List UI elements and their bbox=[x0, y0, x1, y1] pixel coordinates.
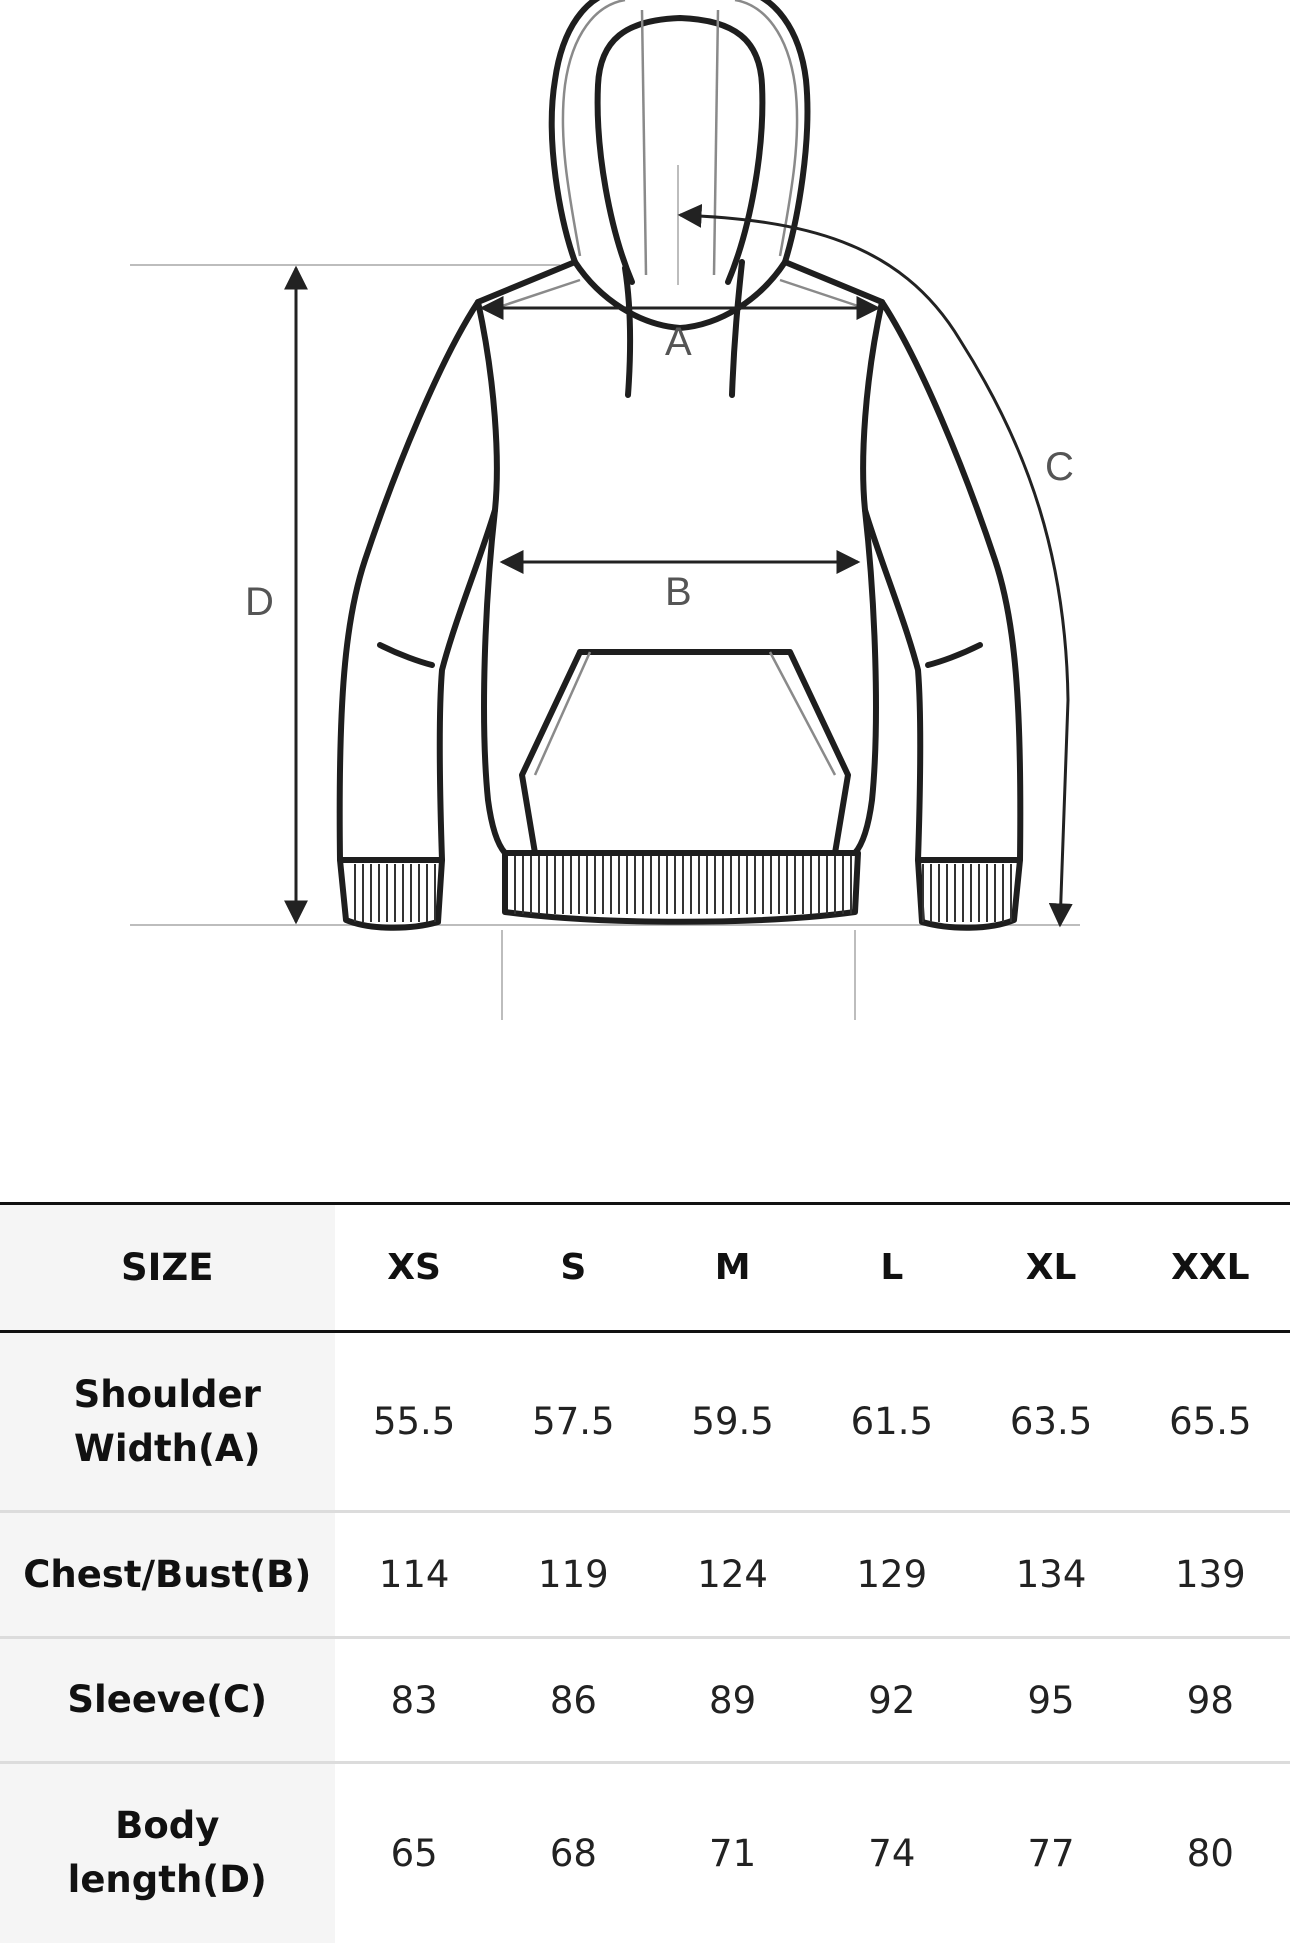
row-label-sleeve: Sleeve(C) bbox=[0, 1638, 335, 1763]
size-header-l: L bbox=[880, 1247, 904, 1288]
table-cell: 92 bbox=[868, 1678, 916, 1722]
table-cell: 63.5 bbox=[1009, 1400, 1093, 1443]
table-cell: 95 bbox=[1027, 1678, 1075, 1722]
hoodie-outline bbox=[340, 0, 1021, 928]
cuff-ribbing-right bbox=[922, 864, 1012, 922]
dimension-label-b: B bbox=[665, 570, 692, 614]
size-chart-table bbox=[0, 1202, 1290, 1943]
size-header-xxl: XXL bbox=[1171, 1247, 1250, 1288]
dimension-label-d: D bbox=[245, 580, 274, 624]
table-row-sleeve bbox=[0, 1638, 1290, 1763]
table-cell: 57.5 bbox=[532, 1400, 615, 1443]
cuff-ribbing-left bbox=[348, 864, 438, 922]
table-cell: 86 bbox=[549, 1678, 597, 1722]
table-cell: 139 bbox=[1175, 1553, 1246, 1596]
row-label-chest-bust: Chest/Bust(B) bbox=[0, 1512, 335, 1638]
size-header-xs: XS bbox=[387, 1247, 441, 1288]
dimension-label-c: C bbox=[1045, 445, 1074, 489]
table-row-shoulder-width bbox=[0, 1332, 1290, 1512]
table-cell: 129 bbox=[856, 1553, 928, 1596]
table-cell: 98 bbox=[1186, 1678, 1234, 1722]
table-cell: 89 bbox=[709, 1678, 757, 1722]
dimension-label-a: A bbox=[665, 320, 692, 364]
table-cell: 74 bbox=[868, 1831, 916, 1875]
table-cell: 61.5 bbox=[850, 1400, 934, 1443]
table-cell: 124 bbox=[697, 1553, 768, 1596]
size-column-header: SIZE bbox=[0, 1204, 335, 1332]
row-label-shoulder-width: Shoulder Width(A) bbox=[0, 1332, 335, 1512]
table-cell: 59.5 bbox=[691, 1400, 774, 1443]
size-header-s: S bbox=[560, 1247, 587, 1288]
table-header-row bbox=[0, 1204, 1290, 1332]
table-cell: 65 bbox=[390, 1831, 438, 1875]
table-cell: 55.5 bbox=[372, 1400, 456, 1443]
table-cell: 68 bbox=[549, 1831, 597, 1875]
table-row-body-length bbox=[0, 1763, 1290, 1943]
table-cell: 119 bbox=[538, 1553, 609, 1596]
table-cell: 71 bbox=[709, 1831, 757, 1875]
row-label-body-length: Body length(D) bbox=[0, 1763, 335, 1943]
table-row-chest-bust bbox=[0, 1512, 1290, 1638]
table-cell: 83 bbox=[390, 1678, 438, 1722]
waistband-ribbing bbox=[508, 856, 853, 914]
stitch-lines bbox=[490, 0, 870, 775]
table-cell: 114 bbox=[378, 1553, 450, 1596]
size-header-xl: XL bbox=[1025, 1247, 1077, 1288]
table-cell: 80 bbox=[1186, 1831, 1234, 1875]
size-header-m: M bbox=[714, 1247, 751, 1288]
table-cell: 77 bbox=[1027, 1831, 1075, 1875]
table-cell: 134 bbox=[1015, 1553, 1087, 1596]
table-cell: 65.5 bbox=[1169, 1400, 1252, 1443]
